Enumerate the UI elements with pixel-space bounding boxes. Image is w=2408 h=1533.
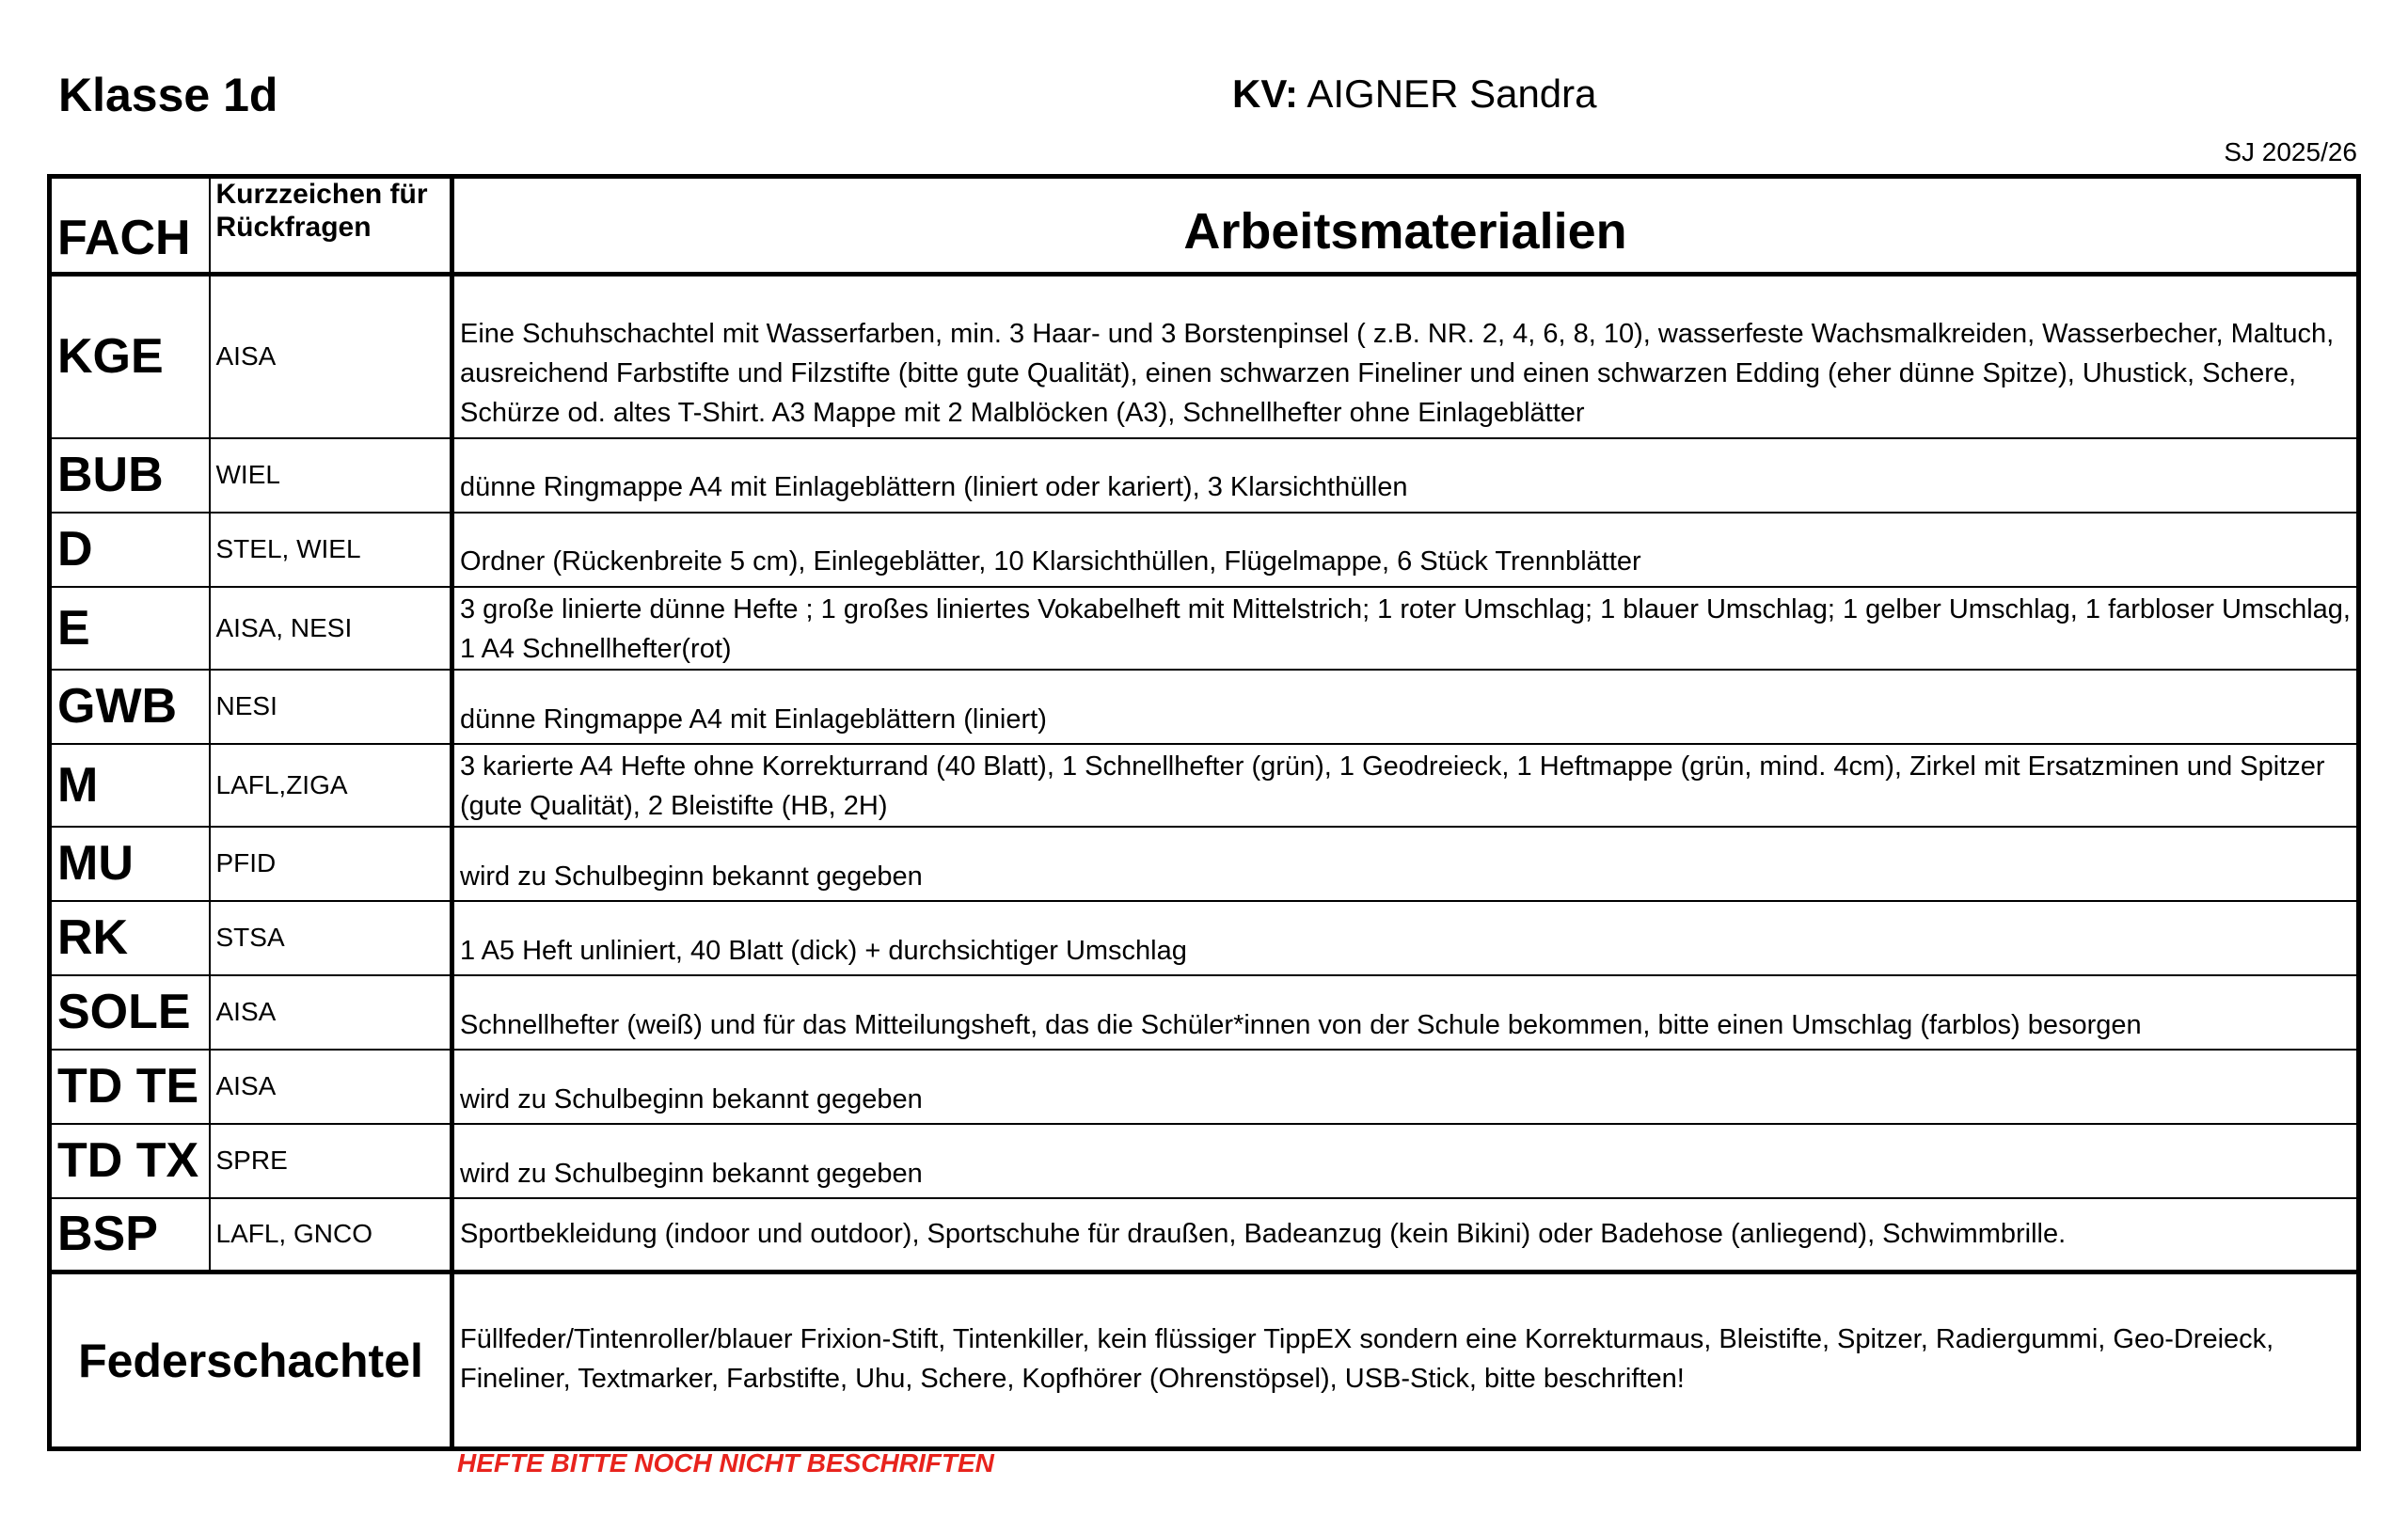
materials-cell: 3 karierte A4 Hefte ohne Korrekturrand (40 Blatt), 1 Schnellhefter (grün), 1 Geodreieck, 1 Heftmappe (grün, mind. 4cm), Zirkel mit Ersatzminen und Spitzer (gute Qualität), 2 Bleistifte (HB, 2H) <box>452 744 2359 827</box>
table-row <box>50 1050 2359 1124</box>
federschachtel-label: Federschachtel <box>50 1272 452 1449</box>
fach-cell: TD TE <box>50 1050 210 1124</box>
materials-cell: dünne Ringmappe A4 mit Einlageblättern (liniert) <box>452 670 2359 744</box>
table-row <box>50 670 2359 744</box>
fach-cell: GWB <box>50 670 210 744</box>
header-kurz-line2: Rückfragen <box>215 211 372 243</box>
kv-label: KV: <box>1232 71 1299 116</box>
materials-cell: Sportbekleidung (indoor und outdoor), Sportschuhe für draußen, Badeanzug (kein Bikini) oder Badehose (anliegend), Schwimmbrille. <box>452 1198 2359 1272</box>
materials-cell: Schnellhefter (weiß) und für das Mitteilungsheft, das die Schüler*innen von der Schule bekommen, bitte einen Umschlag (farblos) besorgen <box>452 975 2359 1050</box>
kurz-cell: AISA <box>210 275 452 438</box>
materials-table <box>47 174 2361 1451</box>
fach-cell: E <box>50 587 210 670</box>
class-title: Klasse 1d <box>58 69 278 121</box>
kurz-cell: LAFL, GNCO <box>210 1198 452 1272</box>
table-row <box>50 744 2359 827</box>
materials-cell: Ordner (Rückenbreite 5 cm), Einlegeblätter, 10 Klarsichthüllen, Flügelmappe, 6 Stück Trennblätter <box>452 513 2359 587</box>
materials-cell: wird zu Schulbeginn bekannt gegeben <box>452 827 2359 901</box>
kurz-cell: STSA <box>210 901 452 975</box>
federschachtel-row <box>50 1272 2359 1449</box>
materials-cell: dünne Ringmappe A4 mit Einlageblättern (liniert oder kariert), 3 Klarsichthüllen <box>452 438 2359 513</box>
fach-cell: TD TX <box>50 1124 210 1198</box>
table-row <box>50 901 2359 975</box>
kurz-cell: SPRE <box>210 1124 452 1198</box>
table-row <box>50 975 2359 1050</box>
kurz-cell: PFID <box>210 827 452 901</box>
fach-cell: SOLE <box>50 975 210 1050</box>
kurz-cell: AISA <box>210 1050 452 1124</box>
fach-cell: M <box>50 744 210 827</box>
materials-cell: 3 große linierte dünne Hefte ; 1 großes liniertes Vokabelheft mit Mittelstrich; 1 roter Umschlag; 1 blauer Umschlag; 1 gelber Umschlag, 1 farbloser Umschlag, 1 A4 Schnellhefter(rot) <box>452 587 2359 670</box>
header-fach: FACH <box>50 177 210 275</box>
kurz-cell: AISA <box>210 975 452 1050</box>
labeling-note: HEFTE BITTE NOCH NICHT BESCHRIFTEN <box>457 1448 994 1478</box>
header-arbeitsmaterialien: Arbeitsmaterialien <box>452 177 2359 275</box>
materials-cell: wird zu Schulbeginn bekannt gegeben <box>452 1124 2359 1198</box>
class-teacher <box>1232 71 1597 117</box>
table-row <box>50 1198 2359 1272</box>
kv-name: AIGNER Sandra <box>1307 71 1597 116</box>
school-year: SJ 2025/26 <box>2224 137 2357 166</box>
table-row <box>50 438 2359 513</box>
table-row <box>50 827 2359 901</box>
materials-cell: Eine Schuhschachtel mit Wasserfarben, min. 3 Haar- und 3 Borstenpinsel ( z.B. NR. 2, 4, 6, 8, 10), wasserfeste Wachsmalkreiden, Wasserbecher, Maltuch, ausreichend Farbstifte und Filzstifte (bitte gute Qualität), einen schwarzen Fineliner und einen schwarzen Edding (eher dünne Spitze), Uhustick, Schere, Schürze od. altes T-Shirt. A3 Mappe mit 2 Malblöcken (A3), Schnellhefter ohne Einlageblätter <box>452 275 2359 438</box>
fach-cell: BUB <box>50 438 210 513</box>
table-header-row <box>50 177 2359 275</box>
federschachtel-materials: Füllfeder/Tintenroller/blauer Frixion-Stift, Tintenkiller, kein flüssiger TippEX sondern eine Korrekturmaus, Bleistifte, Spitzer, Radiergummi, Geo-Dreieck, Fineliner, Textmarker, Farbstifte, Uhu, Schere, Kopfhörer (Ohrenstöpsel), USB-Stick, bitte beschriften! <box>452 1272 2359 1449</box>
fach-cell: KGE <box>50 275 210 438</box>
fach-cell: BSP <box>50 1198 210 1272</box>
kurz-cell: WIEL <box>210 438 452 513</box>
table-row <box>50 587 2359 670</box>
kurz-cell: STEL, WIEL <box>210 513 452 587</box>
table-row <box>50 513 2359 587</box>
fach-cell: MU <box>50 827 210 901</box>
kurz-cell: LAFL,ZIGA <box>210 744 452 827</box>
fach-cell: D <box>50 513 210 587</box>
kurz-cell: NESI <box>210 670 452 744</box>
materials-cell: 1 A5 Heft unliniert, 40 Blatt (dick) + durchsichtiger Umschlag <box>452 901 2359 975</box>
materials-cell: wird zu Schulbeginn bekannt gegeben <box>452 1050 2359 1124</box>
table-row <box>50 1124 2359 1198</box>
kurz-cell: AISA, NESI <box>210 587 452 670</box>
header-kurz-line1: Kurzzeichen für <box>215 179 428 210</box>
header-kurzzeichen <box>210 177 452 275</box>
table-row <box>50 275 2359 438</box>
fach-cell: RK <box>50 901 210 975</box>
